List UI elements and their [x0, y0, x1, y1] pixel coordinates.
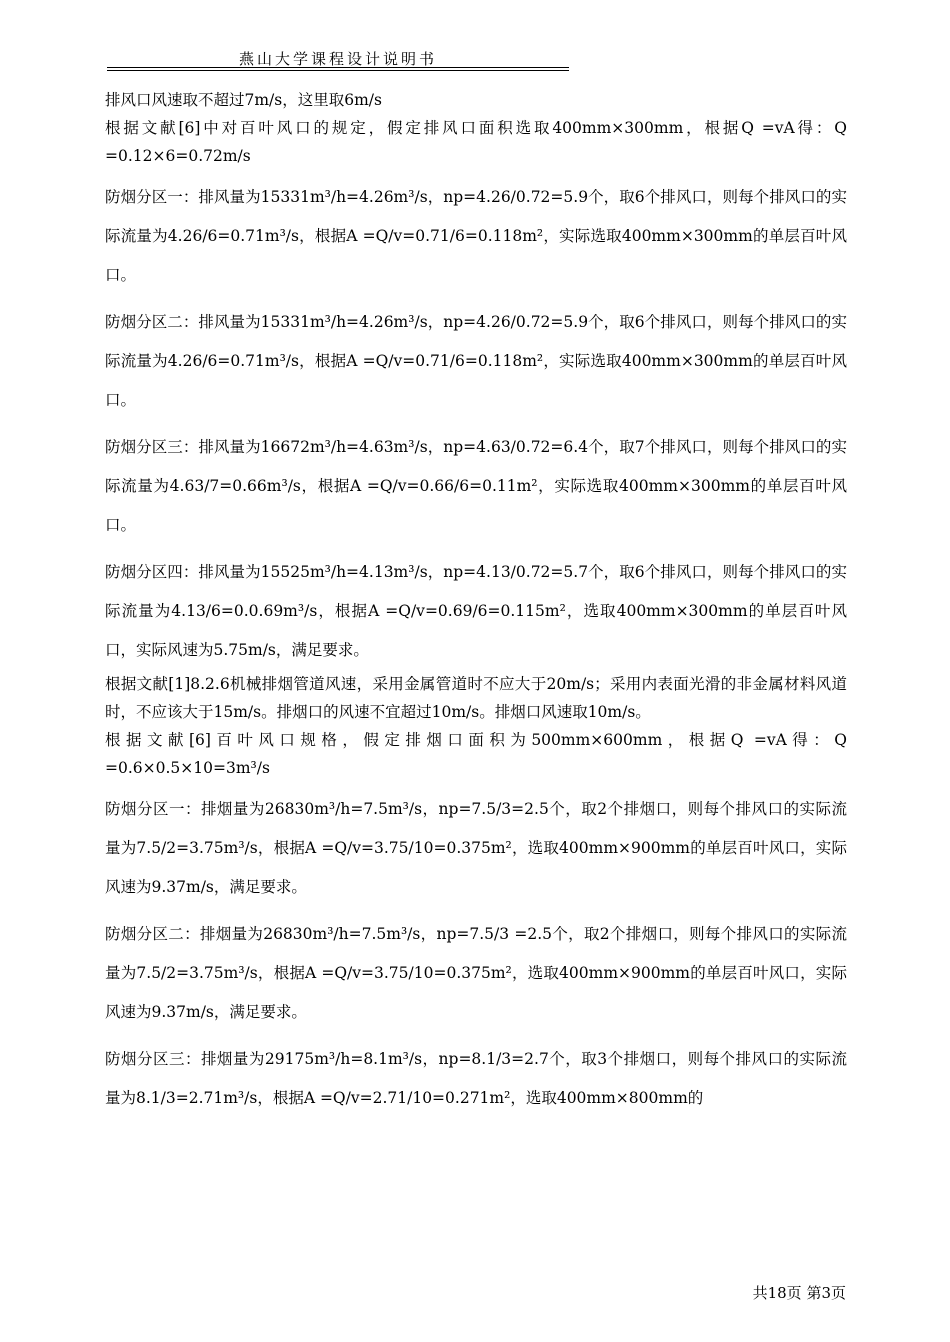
paragraph: 根据文献[6]百叶风口规格，假定排烟口面积为500mm×600mm，根据Q =vA得：Q =0.6×0.5×10=3m³/s	[105, 731, 847, 777]
paragraph: 防烟分区一：排风量为15331m³/h=4.26m³/s，np=4.26/0.72=5.9个，取6个排风口，则每个排风口的实际流量为4.26/6=0.71m³/s，根据A =Q/v=0.71/6=0.118m²，实际选取400mm×300mm的单层百叶风口。	[105, 188, 847, 284]
document-body	[105, 86, 847, 1118]
paragraph: 防烟分区二：排烟量为26830m³/h=7.5m³/s，np=7.5/3 =2.5个，取2个排烟口，则每个排风口的实际流量为7.5/2=3.75m³/s，根据A =Q/v=3.75/10=0.375m²，选取400mm×900mm的单层百叶风口，实际风速为9.37m/s，满足要求。	[105, 925, 847, 1021]
paragraph: 根据文献[1]8.2.6机械排烟管道风速，采用金属管道时不应大于20m/s；采用内表面光滑的非金属材料风道时，不应该大于15m/s。排烟口的风速不宜超过10m/s。排烟口风速取10m/s。	[105, 675, 847, 721]
paragraph: 排风口风速取不超过7m/s，这里取6m/s	[105, 91, 382, 109]
paragraph: 根据文献[6]中对百叶风口的规定，假定排风口面积选取400mm×300mm，根据Q =vA得：Q =0.12×6=0.72m/s	[105, 119, 847, 165]
paragraph: 防烟分区三：排风量为16672m³/h=4.63m³/s，np=4.63/0.72=6.4个，取7个排风口，则每个排风口的实际流量为4.63/7=0.66m³/s，根据A =Q/v=0.66/6=0.11m²，实际选取400mm×300mm的单层百叶风口。	[105, 438, 847, 534]
header-rule	[107, 67, 569, 68]
paragraph: 防烟分区二：排风量为15331m³/h=4.26m³/s，np=4.26/0.72=5.9个，取6个排风口，则每个排风口的实际流量为4.26/6=0.71m³/s，根据A =Q/v=0.71/6=0.118m²，实际选取400mm×300mm的单层百叶风口。	[105, 313, 847, 409]
page-footer-number: 共18页 第3页	[752, 1284, 846, 1302]
paragraph: 防烟分区四：排风量为15525m³/h=4.13m³/s，np=4.13/0.72=5.7个，取6个排风口，则每个排风口的实际流量为4.13/6=0.0.69m³/s，根据A =Q/v=0.69/6=0.115m²，选取400mm×300mm的单层百叶风口，实际风速为5.75m/s，满足要求。	[105, 563, 847, 659]
paragraph: 防烟分区三：排烟量为29175m³/h=8.1m³/s，np=8.1/3=2.7个，取3个排烟口，则每个排风口的实际流量为8.1/3=2.71m³/s，根据A =Q/v=2.71/10=0.271m²，选取400mm×800mm的	[105, 1050, 847, 1107]
header-rule-double	[107, 70, 569, 71]
page-header-title: 燕山大学课程设计说明书	[238, 50, 437, 68]
paragraph: 防烟分区一：排烟量为26830m³/h=7.5m³/s，np=7.5/3=2.5个，取2个排烟口，则每个排风口的实际流量为7.5/2=3.75m³/s，根据A =Q/v=3.75/10=0.375m²，选取400mm×900mm的单层百叶风口，实际风速为9.37m/s，满足要求。	[105, 800, 847, 896]
